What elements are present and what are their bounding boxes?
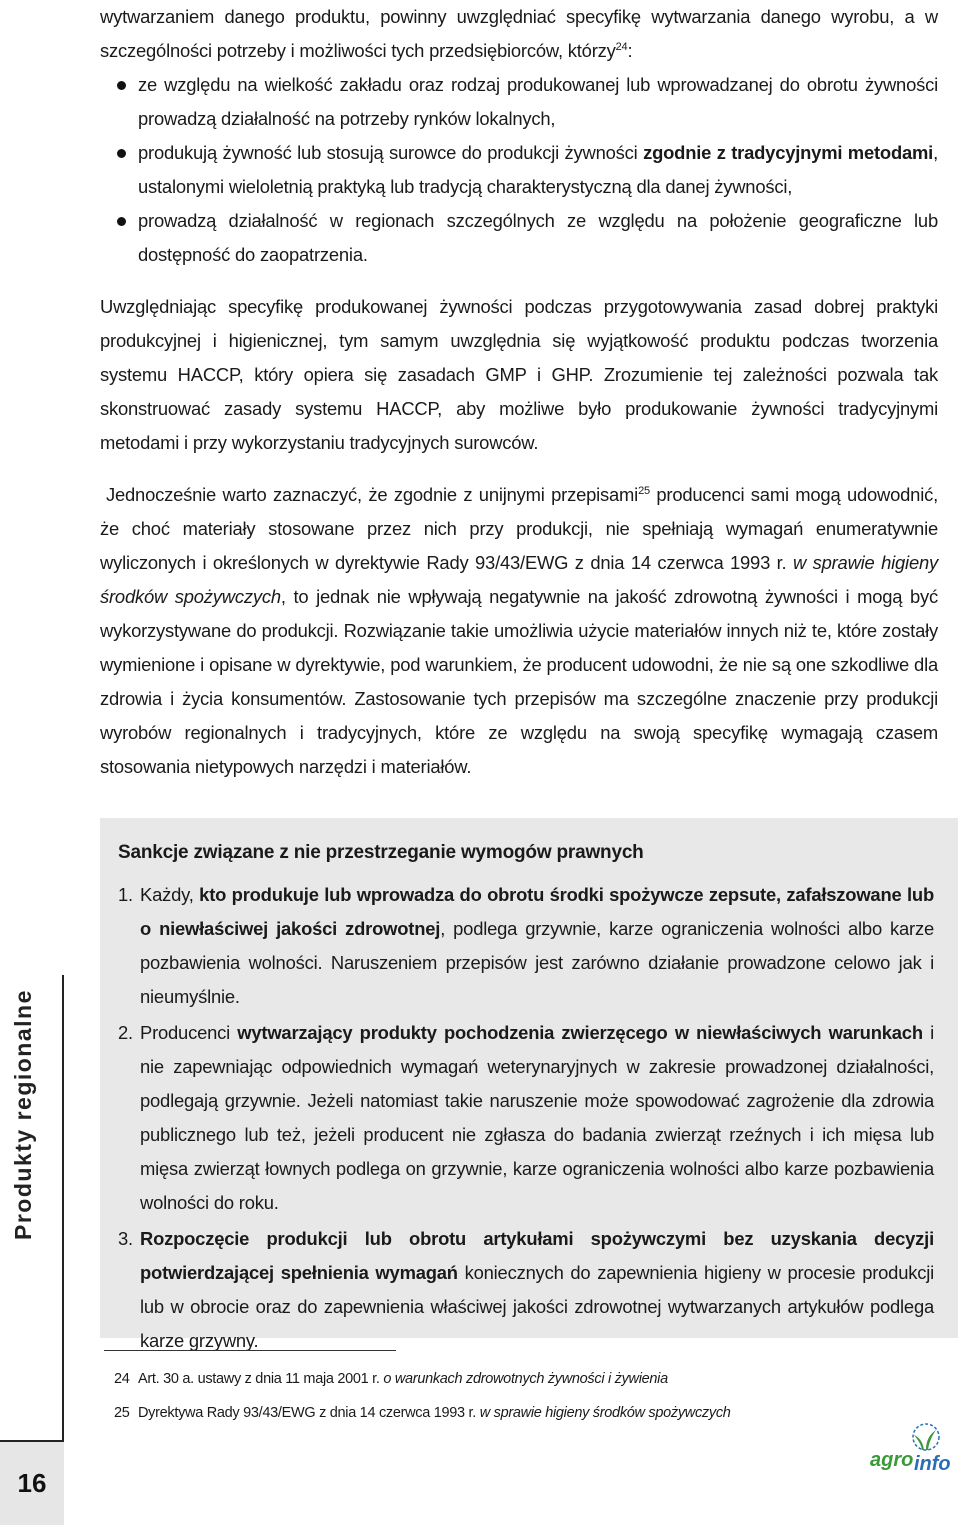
bullet-list: [100, 68, 938, 272]
emphasis-text: zgodnie z tradycyjnymi metodami: [643, 142, 934, 163]
box-title: Sankcje związane z nie przestrzeganie wymogów prawnych: [118, 842, 644, 863]
footnote-divider: [104, 1350, 396, 1351]
list-item: prowadzą działalność w regionach szczególnych ze względu na położenie geograficzne lub dostępność do zaopatrzenia.: [100, 204, 938, 272]
intro-paragraph: wytwarzaniem danego produktu, powinny uwzględniać specyfikę wytwarzania danego wyrobu, a w szczególności potrzeby i możliwości tych przedsiębiorców, którzy$^{24}$:: [100, 6, 938, 61]
paragraph-directive: Jednocześnie warto zaznaczyć, że zgodnie z unijnymi przepisami$^{25}$ producenci sami mogą udowodnić, że choć materiały stosowane przez nich przy produkcji, nie spełniają wymagań enumeratywnie wyliczonych i określonych w dyrektywie Rady 93/43/EWG z dnia 14 czerwca 1993 r. w sprawie higieny środków spożywczych, to jednak nie wpływają negatywnie na jakość zdrowotną żywności i mogą być wykorzystywane do produkcji. Rozwiązanie takie umożliwia użycie materiałów innych niż te, które zostały wymienione i opisane w dyrektywie, pod warunkiem, że producent udowodni, że nie są one szkodliwe dla zdrowia i życia konsumentów. Zastosowanie tych przepisów ma szczególne znaczenie przy produkcji wyrobów regionalnych i tradycyjnych, które ze względu na swoją specyfikę wymagają czasem stosowania nietypowych narzędzi i materiałów.: [100, 484, 938, 777]
list-item: 3. Rozpoczęcie produkcji lub obrotu artykułami spożywczymi bez uzyskania decyzji potwierdzającej spełnienia wymagań koniecznych do zapewnienia higieny w procesie produkcji lub w obrocie oraz do zapewnienia właściwej jakości zdrowotnej wytwarzanych artykułów podlega karze grzywny.: [118, 1228, 934, 1351]
sanctions-list: [118, 878, 934, 1358]
footnote-24: 24 Art. 30 a. ustawy z dnia 11 maja 2001 r. o warunkach zdrowotnych żywności i żywienia: [114, 1371, 668, 1387]
paragraph-haccp: Uwzględniając specyfikę produkowanej żywności podczas przygotowywania zasad dobrej praktyki produkcyjnej i higienicznej, tym samym uwzględnia się wyjątkowość produktu podczas tworzenia systemu HACCP, który opiera się zasadach GMP i GHP. Zrozumienie tej zależności pozwala tak skonstruować zasady systemu HACCP, aby możliwe było produkowanie żywności tradycyjnymi metodami i przy wykorzystaniu tradycyjnych surowców.: [100, 296, 938, 453]
agroinfo-logo: [868, 1420, 954, 1474]
footnote-ref-24[interactable]: 24: [615, 40, 628, 53]
italic-title: w sprawie higieny środków spożywczych: [100, 552, 938, 607]
logo-text-agro: agro: [870, 1449, 914, 1471]
footnote-ref-25[interactable]: 25: [638, 484, 650, 497]
footnote-25: 25 Dyrektywa Rady 93/43/EWG z dnia 14 czerwca 1993 r. w sprawie higieny środków spożywczych: [114, 1405, 731, 1421]
page-number: 16: [0, 1440, 64, 1525]
list-item: 1. Każdy, kto produkuje lub wprowadza do obrotu środki spożywcze zepsute, zafałszowane lub o niewłaściwej jakości zdrowotnej, podlega grzywnie, karze ograniczenia wolności albo karze pozbawienia wolności. Naruszeniem przepisów jest zarówno działanie prowadzone celowo jak i nieumyślnie.: [118, 884, 934, 1007]
list-item: produkują żywność lub stosują surowce do produkcji żywności zgodnie z tradycyjnymi metodami, ustalonymi wieloletnią praktyką lub tradycją charakterystyczną dla danej żywności,: [100, 136, 938, 204]
footnotes: [114, 1362, 754, 1430]
logo-text-info: info: [914, 1453, 951, 1474]
list-item: 2. Producenci wytwarzający produkty pochodzenia zwierzęcego w niewłaściwych warunkach i nie zapewniając odpowiednich wymagań weterynaryjnych w zakresie prowadzonej działalności, podlegają grzywnie. Jeżeli natomiast takie naruszenie może spowodować zagrożenie dla zdrowia publicznego lub też, jeżeli producent nie zgłasza do badania zwierząt rzeźnych i ich mięsa lub mięsa zwierząt łownych podlega on grzywnie, karze ograniczenia wolności albo karze pozbawienia wolności do roku.: [118, 1022, 935, 1213]
main-text: [100, 0, 938, 784]
sanctions-box: [100, 818, 958, 1351]
section-title-vertical: Produkty regionalne: [10, 989, 36, 1240]
list-item: ze względu na wielkość zakładu oraz rodzaj produkowanej lub wprowadzanej do obrotu żywności prowadzą działalność na potrzeby rynków lokalnych,: [100, 68, 938, 136]
